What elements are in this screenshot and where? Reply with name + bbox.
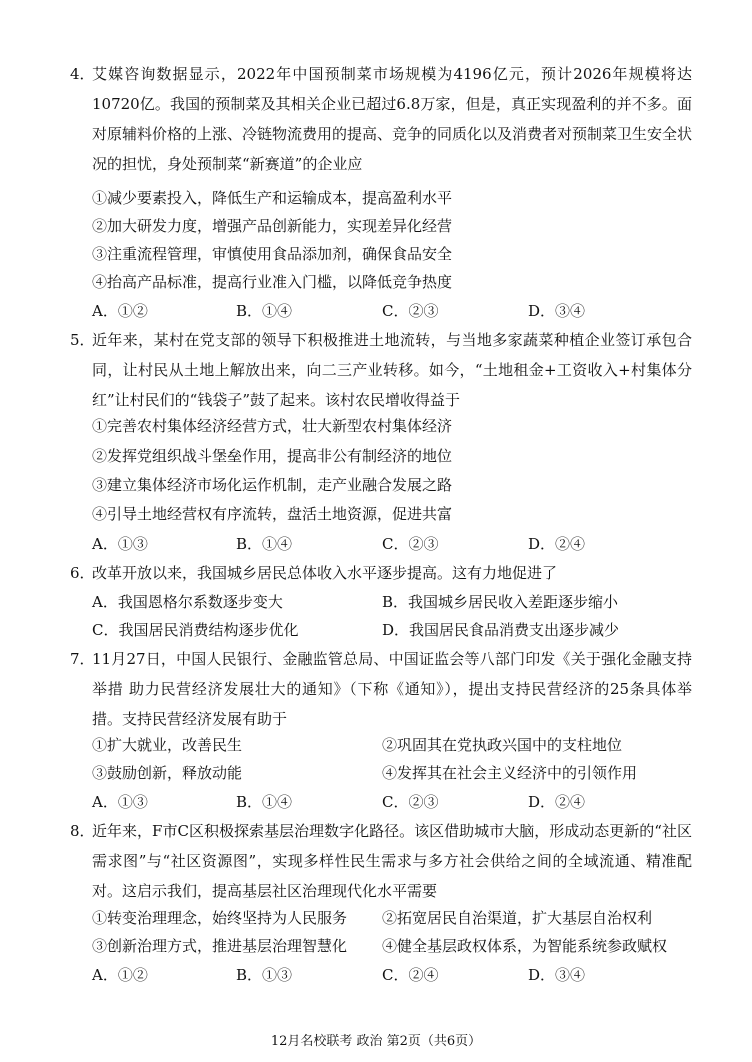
page-footer: 12月名校联考 政治 第2页（共6页） [270, 1034, 482, 1049]
question-stem: 近年来，F市C区积极探索基层治理数字化路径。该区借助城市大脑，形成动态更新的“社区需求图”与“社区资源图”，实现多样性民生需求与多方社会供给之间的全域流通、精准配对。这启示我们，提高基层社区治理现代化水平需要 [92, 822, 692, 900]
answer-choice-c: C．②③ [382, 793, 439, 811]
question-stem: 艾媒咨询数据显示，2022年中国预制菜市场规模为4196亿元，预计2026年规模将达10720亿。我国的预制菜及其相关企业已超过6.8万家，但是，真正实现盈利的并不多。面对原辅料价格的上涨、冷链物流费用的提高、竞争的同质化以及消费者对预制菜卫生安全状况的担忧，身处预制菜“新赛道”的企业应 [92, 65, 693, 173]
answer-choice-a: A．①③ [92, 535, 148, 553]
question-number: 6． [70, 564, 95, 582]
option-statement: ①完善农村集体经济经营方式，壮大新型农村集体经济 [92, 417, 453, 435]
answer-choice-a: A．我国恩格尔系数逐步变大 [92, 593, 283, 611]
option-statement: ④健全基层政权体系，为智能系统参政赋权 [382, 937, 668, 955]
question-number: 5． [70, 331, 95, 349]
question-stem: 改革开放以来，我国城乡居民总体收入水平逐步提高。这有力地促进了 [92, 564, 558, 582]
answer-choice-d: D．②④ [528, 535, 586, 553]
option-statement: ②拓宽居民自治渠道，扩大基层自治权利 [382, 909, 653, 927]
option-statement: ②发挥党组织战斗堡垒作用，提高非公有制经济的地位 [92, 447, 453, 465]
answer-choice-b: B．我国城乡居民收入差距逐步缩小 [382, 593, 619, 611]
question-stem: 11月27日，中国人民银行、金融监管总局、中国证监会等八部门印发《关于强化金融支持举措 助力民营经济发展壮大的通知》（下称《通知》），提出支持民营经济的25条具体举措。支持民营经济发展有助于 [92, 650, 692, 728]
question-number: 7． [70, 650, 95, 668]
answer-choice-d: D．我国居民食品消费支出逐步减少 [382, 621, 620, 639]
answer-choice-d: D．②④ [528, 793, 586, 811]
answer-choice-c: C．我国居民消费结构逐步优化 [92, 621, 299, 639]
option-statement: ③创新治理方式，推进基层治理智慧化 [92, 937, 348, 955]
option-statement: ①扩大就业，改善民生 [92, 736, 243, 754]
answer-choice-c: C．②③ [382, 535, 439, 553]
answer-choice-d: D．③④ [528, 966, 586, 984]
answer-choice-a: A．①② [92, 966, 148, 984]
answer-choice-a: A．①③ [92, 793, 148, 811]
option-statement: ③建立集体经济市场化运作机制，走产业融合发展之路 [92, 476, 453, 494]
option-statement: ①转变治理理念，始终坚持为人民服务 [92, 909, 348, 927]
answer-choice-c: C．②③ [382, 302, 439, 320]
answer-choice-c: C．②④ [382, 966, 439, 984]
question-number: 8． [70, 822, 95, 840]
option-statement: ③鼓励创新，释放动能 [92, 764, 243, 782]
question-stem: 近年来，某村在党支部的领导下积极推进土地流转，与当地多家蔬菜种植企业签订承包合同，让村民从土地上解放出来，向二三产业转移。如今，“土地租金+工资收入+村集体分红”让村民们的“钱袋子”鼓了起来。该村农民增收得益于 [92, 331, 692, 409]
question-number: 4． [70, 65, 95, 83]
option-statement: ②巩固其在党执政兴国中的支柱地位 [382, 736, 623, 754]
option-statement: ①减少要素投入，降低生产和运输成本，提高盈利水平 [92, 189, 453, 207]
answer-choice-b: B．①③ [236, 966, 293, 984]
option-statement: ④抬高产品标准，提高行业准入门槛，以降低竞争热度 [92, 273, 453, 291]
answer-choice-b: B．①④ [236, 535, 293, 553]
answer-choice-d: D．③④ [528, 302, 586, 320]
option-statement: ④引导土地经营权有序流转，盘活土地资源，促进共富 [92, 505, 453, 523]
answer-choice-a: A．①② [92, 302, 148, 320]
answer-choice-b: B．①④ [236, 302, 293, 320]
option-statement: ②加大研发力度，增强产品创新能力，实现差异化经营 [92, 217, 453, 235]
answer-choice-b: B．①④ [236, 793, 293, 811]
option-statement: ③注重流程管理，审慎使用食品添加剂，确保食品安全 [92, 245, 453, 263]
option-statement: ④发挥其在社会主义经济中的引领作用 [382, 764, 638, 782]
